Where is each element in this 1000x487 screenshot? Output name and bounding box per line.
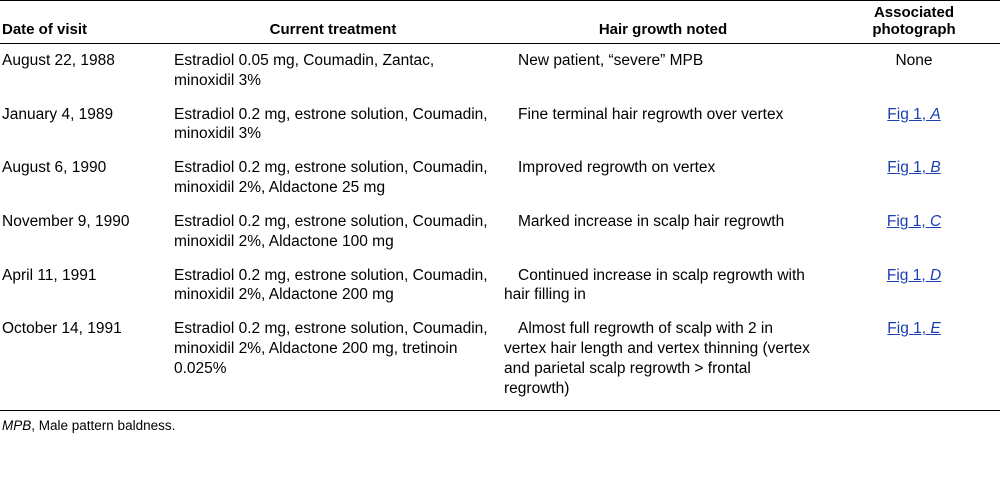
cell-date: August 22, 1988 xyxy=(2,52,115,69)
figure-link-label: Fig 1, xyxy=(886,212,926,230)
table-footnote xyxy=(0,411,1000,433)
cell-photograph xyxy=(828,98,1000,152)
cell-photograph xyxy=(828,151,1000,205)
cell-hair-growth-text: Marked increase in scalp hair regrowth xyxy=(518,212,785,230)
photo-none-label: None xyxy=(895,52,933,69)
cell-treatment xyxy=(168,44,498,98)
table-header-row xyxy=(0,1,1000,44)
cell-hair-growth xyxy=(498,312,828,405)
cell-hair-growth-text: Improved regrowth on vertex xyxy=(518,159,716,177)
table-row xyxy=(0,151,1000,205)
footnote-text: , Male pattern baldness. xyxy=(31,417,176,433)
cell-hair-growth-text: Almost full regrowth of scalp with 2 in vertex hair length and vertex thinning (vertex and parietal scalp regrowth > frontal regrowth) xyxy=(504,320,810,397)
cell-treatment-text: Estradiol 0.05 mg, Coumadin, Zantac, minoxidil 3% xyxy=(174,52,435,89)
table-body xyxy=(0,44,1000,406)
column-header-date: Date of visit xyxy=(0,1,168,44)
column-header-photograph: Associated photograph xyxy=(828,1,1000,44)
cell-treatment xyxy=(168,98,498,152)
cell-photograph xyxy=(828,312,1000,405)
figure-link[interactable] xyxy=(887,159,940,176)
table-header xyxy=(0,1,1000,44)
figure-link-label: Fig 1, xyxy=(886,266,926,284)
cell-hair-growth xyxy=(498,44,828,98)
figure-link[interactable] xyxy=(887,106,940,123)
cell-treatment-text: Estradiol 0.2 mg, estrone solution, Coumadin, minoxidil 3% xyxy=(174,105,488,143)
cell-photograph xyxy=(828,205,1000,259)
cell-date: January 4, 1989 xyxy=(2,105,114,123)
footnote-abbreviation: MPB xyxy=(2,417,32,433)
cell-hair-growth-text: Fine terminal hair regrowth over vertex xyxy=(518,105,784,123)
cell-hair-growth xyxy=(498,151,828,205)
table-row xyxy=(0,312,1000,405)
figure-link[interactable] xyxy=(887,320,940,337)
figure-panel-label: B xyxy=(930,159,941,177)
figure-panel-label: E xyxy=(930,320,941,338)
cell-date: October 14, 1991 xyxy=(2,320,122,338)
figure-link[interactable] xyxy=(887,213,941,230)
cell-treatment xyxy=(168,151,498,205)
table-row xyxy=(0,205,1000,259)
cell-photograph xyxy=(828,44,1000,98)
figure-link-label: Fig 1, xyxy=(887,105,927,123)
table-row xyxy=(0,44,1000,98)
figure-link-label: Fig 1, xyxy=(887,159,927,177)
cell-photograph xyxy=(828,259,1000,313)
cell-treatment xyxy=(168,259,498,313)
cell-hair-growth xyxy=(498,98,828,152)
cell-treatment xyxy=(168,205,498,259)
figure-panel-label: A xyxy=(930,105,941,123)
table-row xyxy=(0,259,1000,313)
figure-link-label: Fig 1, xyxy=(887,320,927,338)
cell-treatment xyxy=(168,312,498,405)
cell-hair-growth xyxy=(498,205,828,259)
cell-treatment-text: Estradiol 0.2 mg, estrone solution, Coumadin, minoxidil 2%, Aldactone 200 mg xyxy=(174,266,488,304)
cell-hair-growth-text: New patient, “severe” MPB xyxy=(518,52,704,69)
figure-link[interactable] xyxy=(887,267,941,284)
cell-treatment-text: Estradiol 0.2 mg, estrone solution, Coumadin, minoxidil 2%, Aldactone 200 mg, tretinoin 0.025% xyxy=(174,320,488,377)
cell-date: August 6, 1990 xyxy=(2,159,107,177)
column-header-hair-growth: Hair growth noted xyxy=(498,1,828,44)
column-header-treatment: Current treatment xyxy=(168,1,498,44)
cell-date: November 9, 1990 xyxy=(2,212,130,230)
cell-treatment-text: Estradiol 0.2 mg, estrone solution, Coumadin, minoxidil 2%, Aldactone 25 mg xyxy=(174,159,488,197)
figure-panel-label: C xyxy=(929,212,942,230)
cell-treatment-text: Estradiol 0.2 mg, estrone solution, Coumadin, minoxidil 2%, Aldactone 100 mg xyxy=(174,212,488,250)
cell-hair-growth xyxy=(498,259,828,313)
cell-hair-growth-text: Continued increase in scalp regrowth with hair filling in xyxy=(504,266,805,304)
table-row xyxy=(0,98,1000,152)
figure-panel-label: D xyxy=(929,266,942,284)
cell-date: April 11, 1991 xyxy=(2,266,97,284)
